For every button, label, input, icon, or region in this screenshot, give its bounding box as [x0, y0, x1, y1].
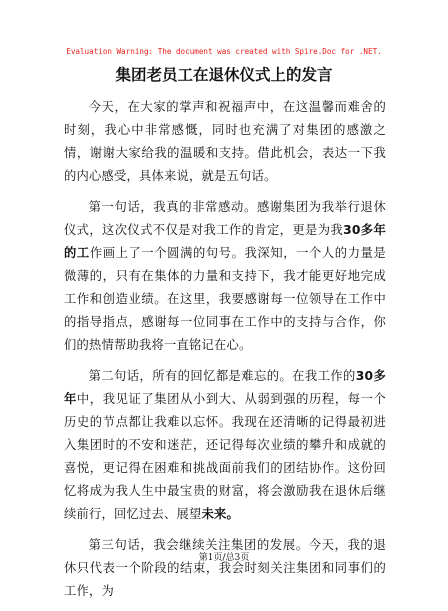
emphasis-text: 未来。 [201, 507, 239, 521]
paragraph-3 [64, 365, 386, 526]
paragraph-text: 第一句话，我真的非常感动。感谢集团为我举行退休仪式，这次仪式不仅是对我工作的肯定，更是为我 [64, 200, 386, 237]
evaluation-warning: Evaluation Warning: The document was created with Spire.Doc for .NET. [66, 47, 382, 56]
emphasis-text: 30多年 [64, 369, 387, 406]
page-footer: 第1页/总3页 [198, 553, 250, 563]
document-body [64, 96, 386, 611]
emphasis-text: 30多年的工 [64, 223, 386, 260]
paragraph-2 [64, 196, 386, 357]
paragraph-1 [64, 96, 386, 188]
paragraph-text: 第三句话，我会继续关注集团的发展。今天，我的退休只代表一个阶段的结束，我会时刻关注集团和同事们的工作，为 [64, 538, 386, 598]
paragraph-text: 中，我见证了集团从小到大、从弱到强的历程，每一个历史的节点都让我难以忘怀。我现在还清晰的记得最初进入集团时的不安和迷茫，还记得每次业绩的攀升和成就的喜悦，更记得在困难和挑战面前我们的团结协作。这份回忆将成为我人生中最宝贵的财富，将会激励我在退休后继续前行，回忆过去、展望 [64, 392, 386, 521]
paragraph-4 [64, 534, 386, 603]
paragraph-text: 今天，在大家的掌声和祝福声中，在这温馨而难舍的时刻，我心中非常感慨，同时也充满了对集团的感激之情，谢谢大家给我的温暖和支持。借此机会，表达一下我的内心感受，具体来说，就是五句话。 [64, 100, 386, 183]
paragraph-text: 第二句话，所有的回忆都是难忘的。在我工作的 [88, 369, 356, 383]
paragraph-text: 作画上了一个圆满的句号。我深知，一个人的力量是微薄的，只有在集体的力量和支持下，我才能更好地完成工作和创造业绩。在这里，我要感谢每一位领导在工作中的指导指点，感谢每一位同事在工作中的支持与合作，你们的热情帮助我将一直铭记在心。 [64, 246, 386, 352]
document-title: 集团老员工在退休仪式上的发言 [115, 66, 333, 84]
